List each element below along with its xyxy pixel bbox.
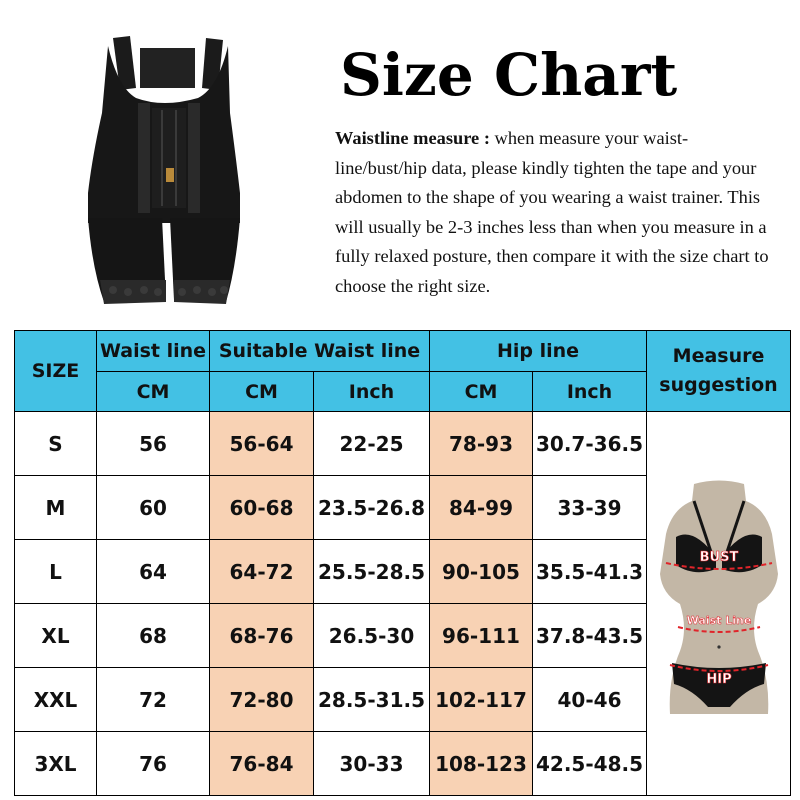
- header-waist-line: Waist line: [97, 331, 210, 372]
- cell-waist-cm: 68: [97, 604, 210, 668]
- cell-suitable-inch: 23.5-26.8: [314, 476, 430, 540]
- header-suitable-inch: Inch: [314, 372, 430, 412]
- cell-suitable-inch: 25.5-28.5: [314, 540, 430, 604]
- cell-hip-inch: 30.7-36.5: [533, 412, 647, 476]
- cell-waist-cm: 64: [97, 540, 210, 604]
- cell-suitable-inch: 28.5-31.5: [314, 668, 430, 732]
- page-title: Size Chart: [340, 41, 678, 109]
- cell-suitable-inch: 26.5-30: [314, 604, 430, 668]
- cell-suitable-cm: 64-72: [210, 540, 314, 604]
- cell-hip-inch: 33-39: [533, 476, 647, 540]
- cell-hip-cm: 102-117: [430, 668, 533, 732]
- cell-suitable-cm: 72-80: [210, 668, 314, 732]
- measurement-instructions: [335, 124, 775, 301]
- instructions-text: when measure your waist-line/bust/hip data, please kindly tighten the tape and your abdomen to the shape of you wearing a waist trainer. This will usually be 2-3 inches less than when you measure in a fully relaxed posture, then compare it with the size chart to choose the right size.: [335, 128, 769, 296]
- header-hip-cm: CM: [430, 372, 533, 412]
- table-row: [15, 412, 791, 476]
- cell-suitable-cm: 68-76: [210, 604, 314, 668]
- size-chart-table: [14, 330, 791, 796]
- bust-label: BUST: [699, 549, 738, 565]
- cell-hip-inch: 37.8-43.5: [533, 604, 647, 668]
- cell-waist-cm: 72: [97, 668, 210, 732]
- header-hip-line: Hip line: [430, 331, 647, 372]
- cell-hip-inch: 42.5-48.5: [533, 732, 647, 796]
- cell-waist-cm: 56: [97, 412, 210, 476]
- bodysuit-product-image: [58, 18, 268, 318]
- cell-suitable-inch: 22-25: [314, 412, 430, 476]
- cell-hip-cm: 90-105: [430, 540, 533, 604]
- cell-hip-inch: 40-46: [533, 668, 647, 732]
- header-size: SIZE: [15, 331, 97, 412]
- cell-hip-inch: 35.5-41.3: [533, 540, 647, 604]
- cell-waist-cm: 60: [97, 476, 210, 540]
- cell-suitable-cm: 76-84: [210, 732, 314, 796]
- cell-size: 3XL: [15, 732, 97, 796]
- header-measure-suggestion: Measure suggestion: [647, 331, 791, 412]
- header-suitable-cm: CM: [210, 372, 314, 412]
- cell-size: M: [15, 476, 97, 540]
- cell-suitable-cm: 56-64: [210, 412, 314, 476]
- waist-label: Waist Line: [686, 613, 751, 627]
- cell-size: XL: [15, 604, 97, 668]
- cell-size: XXL: [15, 668, 97, 732]
- cell-hip-cm: 108-123: [430, 732, 533, 796]
- cell-hip-cm: 96-111: [430, 604, 533, 668]
- measure-figure-cell: [647, 412, 791, 796]
- header-waist-cm: CM: [97, 372, 210, 412]
- instructions-lead: Waistline measure :: [335, 128, 490, 148]
- cell-suitable-cm: 60-68: [210, 476, 314, 540]
- cell-size: L: [15, 540, 97, 604]
- body-measurement-figure: [654, 479, 784, 729]
- header-suitable-waist-line: Suitable Waist line: [210, 331, 430, 372]
- cell-waist-cm: 76: [97, 732, 210, 796]
- cell-suitable-inch: 30-33: [314, 732, 430, 796]
- cell-hip-cm: 78-93: [430, 412, 533, 476]
- cell-size: S: [15, 412, 97, 476]
- cell-hip-cm: 84-99: [430, 476, 533, 540]
- header-hip-inch: Inch: [533, 372, 647, 412]
- hip-label: HIP: [705, 671, 732, 687]
